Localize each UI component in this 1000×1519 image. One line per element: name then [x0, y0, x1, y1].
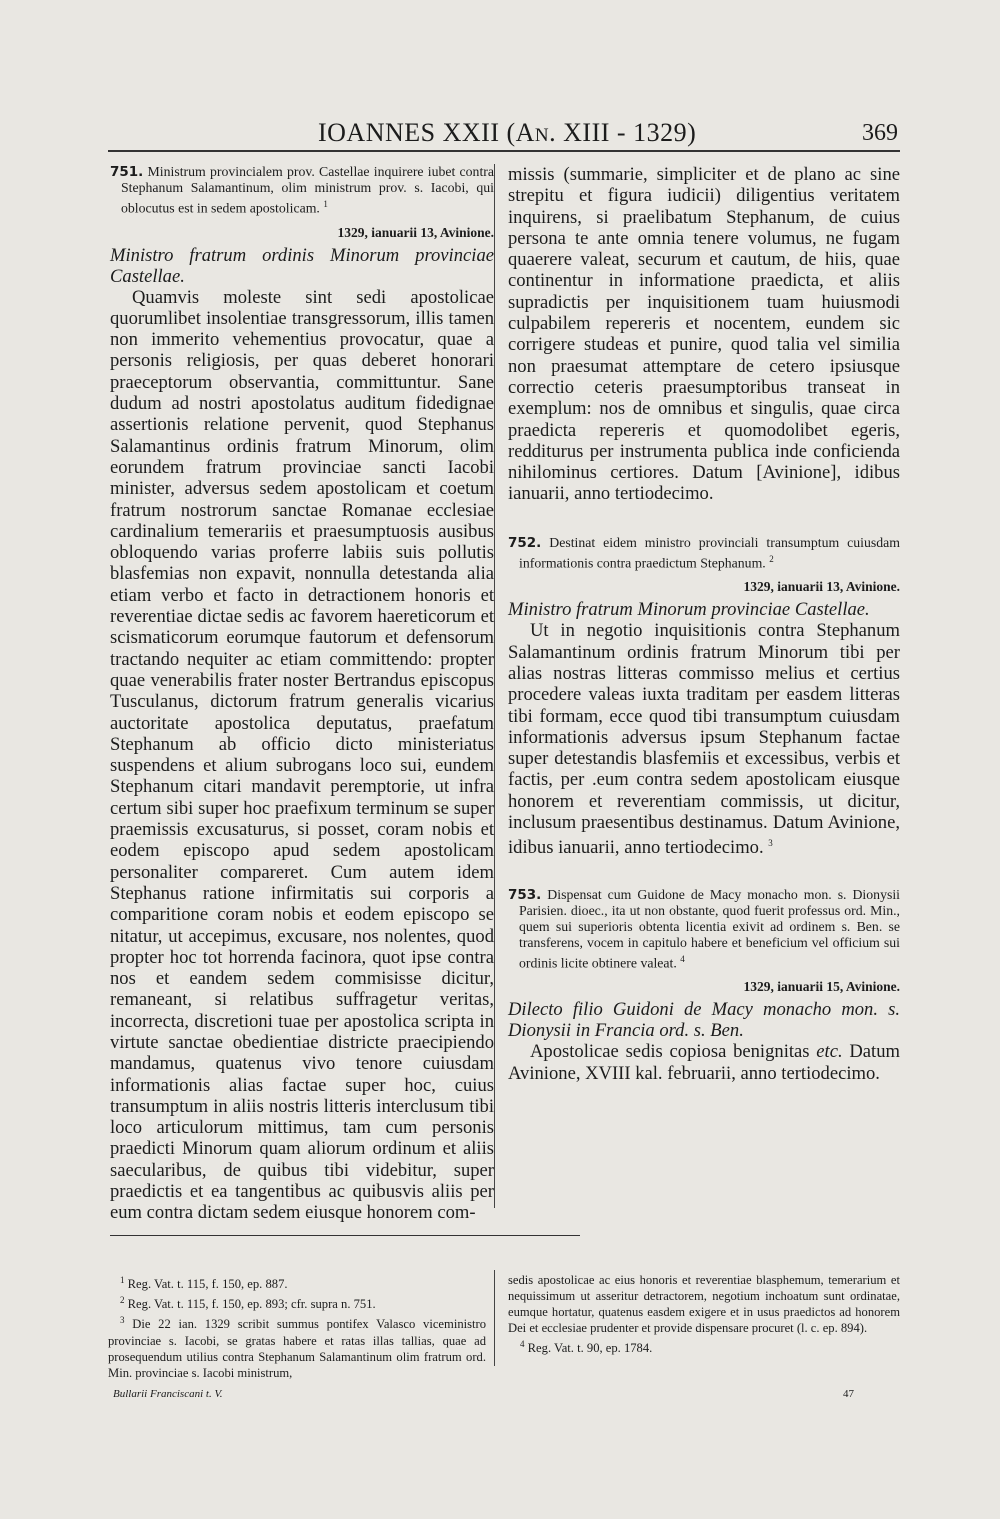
- letter-text-752: Ut in negotio inquisitionis contra Stephanum Salamantinum ordinis fratrum Minorum tibi per alias nostras litteras commisso melius et certius procedere valeas iuxta traditam per easdem litteras tibi formam, ecce quod tibi transumptum cuiusdam informationis adversus ipsum Stephanum factae super detestandis blasfemiis et excessibus, verbis et factis, per .eum contra sedem apostolicam eiusque honorem et reverentiam commissis, ut dicitur, inclusum praesentibus destinamus. Datum Avinione, idibus ianuarii, anno tertiodecimo. $^3$: [508, 620, 900, 859]
- dateline-752: 1329, ianuarii 13, Avinione.: [743, 579, 900, 595]
- footnote-ref-3: 3: [768, 838, 773, 849]
- letter-text-751-continued: missis (summarie, simpliciter et de plano ac sine strepitu et figura iudicii) diligentius veritatem inquirens, si praelibatum Stephanum, de cuius persona te ante omnia tenere volumus, ne fugam quaerere valeat, securum et cautum, de hiis, quae continentur in informatione praedicta, et aliis supradictis per inquisitionem tuam huiusmodi culpabilem repereris et nocentem, eundem sic corrigere studeas et punire, quod talia vel similia non praesumat attemptare de cetero ipsiusque correctio ceteris praesumptoribus transeat in exemplum: nos de omnibus et singulis, quae circa praedicta repereris et quomodolibet egeris, redditurus per instrumenta publica inde conficienda nihilominus certiores. Datum [Avinione], idibus ianuarii, anno tertiodecimo.: [508, 164, 900, 505]
- page-number: 369: [862, 120, 898, 146]
- dateline-753: 1329, ianuarii 15, Avinione.: [743, 979, 900, 995]
- footnote-ref-4: 4: [680, 953, 685, 964]
- header-rule: [108, 150, 900, 152]
- footnote-2: $^2$ Reg. Vat. t. 115, f. 150, ep. 893; cfr. supra n. 751.: [120, 1295, 376, 1312]
- regest-753: 753. Dispensat cum Guidone de Macy monacho mon. s. Dionysii Parisien. dioec., ita ut non obstante, quod fuerit professus ord. Min., quem sui superioris obtenta licentia exivit ad ordinem s. Ben. se transferens, vocem in capitulo habere et beneficium vel officium sui ordinis licite obtinere valeat. $^4$: [508, 886, 900, 971]
- address-752: Ministro fratrum Minorum provinciae Castellae.: [508, 599, 870, 621]
- right-column: [508, 164, 900, 1084]
- footnote-1: $^1$ Reg. Vat. t. 115, f. 150, ep. 887.: [120, 1275, 288, 1292]
- letter-text-751: Quamvis moleste sint sedi apostolicae quorumlibet insolentiae transgressorum, illis tamen non immerito vehementius provocatur, quae a personis religiosis, per quas deberet honorari praeceptorum observantia, committuntur. Sane dudum ad nostri apostolatus auditum fidedignae assertionis relatione pervenit, quod Stephanus Salamantinus ordinis fratrum Minorum, olim eorundem fratrum provinciae sancti Iacobi minister, adversus sedem apostolicam et coetum fratrum nostrorum sanctae Romanae ecclesiae cardinalium temerariis et praesumptuosis ausibus obloquendo varias proferre labiis suis pollutis blasfemias non expavit, nonnulla detestanda alia etiam verbo et facto in detractionem honoris et reverentiae dictae sedis ac favorem haereticorum et scismaticorum eorumque fautorum et defensorum tractando nequiter ac etiam committendo: propter quae venerabilis frater noster Bertrandus episcopus Tusculanus, dictorum fratrum generalis vicarius auctoritate apostolica deputatus, praefatum Stephanum ab officio dicto ministeriatus suspendens et alium subrogans loco sui, eundem Stephanum citari mandavit peremptorie, ut infra certum sibi super hoc praefixum terminum se super praemissis excusaturus, si posset, coram nobis et eodem episcopo apud sedem apostolicam personaliter compareret. Cum autem idem Stephanus ratione infirmitatis sui corporis a comparitione coram nobis et eodem episcopo se nitatur, ut accepimus, excusare, nos nolentes, quod propter hoc tot horrenda facinora, quot ipse contra nos et eandem sedem commisisse dicitur, remaneant, si relatibus suffragetur veritas, incorrecta, discretioni tuae per apostolica scripta in virtute sanctae obedientiae districte praecipiendo mandamus, quatenus vivo tenore cuiusdam informationis alias factae super hoc, cuius transumptum in aliis nostris litteris interclusum tibi loco articulorum mittimus, tam cum personis praedicti Minorum quam aliorum ordinum et aliis saecularibus, de quibus tibi videbitur, super praedictis et ea tangentibus ac quibusvis aliis per eum contra dictam sedem eiusque honorem com-: [110, 286, 494, 1224]
- document-number-753: 753.: [508, 886, 542, 903]
- footnotes-left: [108, 1272, 486, 1381]
- document-number-751: 751.: [110, 164, 144, 180]
- page-header: [108, 114, 898, 154]
- footnote-ref-2: 2: [769, 553, 774, 564]
- signature-mark: 47: [843, 1388, 854, 1400]
- regest-752: 752. Destinat eidem ministro provinciali transumptum cuiusdam informationis contra praedictum Stephanum. $^2$: [508, 534, 901, 571]
- column-divider: [494, 164, 495, 1208]
- footnote-column-divider: [494, 1270, 495, 1366]
- footnote-3: $^3$ Die 22 ian. 1329 scribit summus pontifex Valasco viceministro provinciae s. Iacobi, se gratas habere et ratas illas tallias, quae ad prosequendum utilius contra Stephanum Salamantinum olim fratrum ord. Min. provinciae s. Iacobi ministrum,: [108, 1315, 486, 1380]
- address-751: Ministro fratrum ordinis Minorum provinciae Castellae.: [110, 244, 494, 287]
- document-753: [508, 887, 900, 1084]
- document-752: [508, 535, 900, 859]
- regest-751: 751. Ministrum provincialem prov. Castellae inquirere iubet contra Stephanum Salamantinum, olim ministrum prov. s. Iacobi, qui oblocutus est in sedem apostolicam. $^1$: [110, 164, 495, 216]
- footer-book-title: Bullarii Franciscani t. V.: [113, 1388, 223, 1400]
- footnote-3-continued: sedis apostolicae ac eius honoris et reverentiae blasphemum, temerarium et nequissimum ut asseritur detractorem, negotium inchoatum sunt ordinatae, eumque hortatur, quatenus easdem exigere et in usus praedictos ad honorem Dei et ecclesiae prudenter et provide dispensare procuret (l. c. ep. 894).: [508, 1273, 900, 1335]
- left-column: [110, 164, 494, 1224]
- running-head: IOANNES XXII (AN. XIII - 1329): [318, 118, 697, 147]
- footnote-4: $^4$ Reg. Vat. t. 90, ep. 1784.: [520, 1339, 653, 1356]
- address-753: Dilecto filio Guidoni de Macy monacho mon. s. Dionysii in Francia ord. s. Ben.: [508, 999, 900, 1042]
- footnotes-right: [508, 1272, 900, 1356]
- footnote-rule: [110, 1235, 580, 1236]
- dateline-751: 1329, ianuarii 13, Avinione.: [337, 224, 494, 240]
- document-number-752: 752.: [508, 534, 542, 551]
- letter-text-753: Apostolicae sedis copiosa benignitas etc. Datum Avinione, XVIII kal. februarii, anno tertiodecimo.: [508, 1041, 900, 1084]
- footnote-ref-1: 1: [323, 199, 328, 209]
